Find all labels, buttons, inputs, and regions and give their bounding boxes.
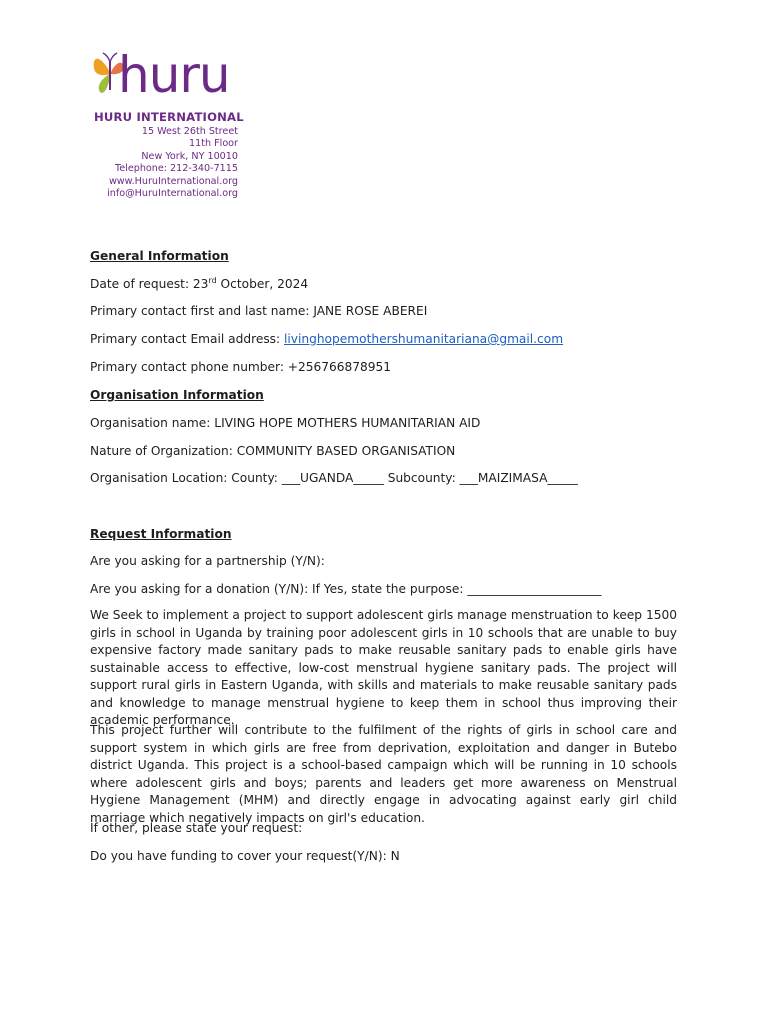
donation-question: Are you asking for a donation (Y/N): If Yes, state the purpose: ______________________ [90,582,602,596]
project-paragraph-2: This project further will contribute to the fulfilment of the rights of girls in school care and support system in which girls are free from deprivation, exploitation and danger in Butebo district Uganda. This project is a school-based campaign which will be running in 10 schools where adolescent girls and boys; parents and leaders get more awareness on Menstrual Hygiene Management (MHM) and directly engage in advocating against early girl child marriage which negatively impacts on girl's education. [90,723,677,825]
request-info-heading: Request Information [90,527,232,541]
organisation-nature: Nature of Organization: COMMUNITY BASED ORGANISATION [90,444,456,458]
partnership-question: Are you asking for a partnership (Y/N): [90,554,325,568]
logo-org-name: HURU INTERNATIONAL [94,110,244,124]
contact-name: Primary contact first and last name: JANE ROSE ABEREI [90,304,428,318]
address-website: www.HuruInternational.org [108,175,238,187]
project-paragraph-1: We Seek to implement a project to support adolescent girls manage menstruation to keep 1500 girls in school in Uganda by training poor adolescent girls in 10 schools that are unable to buy expensive factory made sanitary pads to make reusable sanitary pads to enable girls have sustainable access to effective, low-cost menstrual hygiene sanitary pads. The project will support rural girls in Eastern Uganda, with skills and materials to make reusable sanitary pads and knowledge to manage menstrual hygiene to keep them in school thus improving their academic performance. [90,608,677,727]
logo-address [90,126,238,200]
logo-wordmark: huru [118,46,230,104]
contact-phone: Primary contact phone number: +256766878951 [90,360,392,374]
contact-email [90,331,563,347]
address-email: info@HuruInternational.org [107,188,238,200]
huru-logo [90,44,244,206]
date-label: Date of request: 23 [90,277,209,291]
email-label: Primary contact Email address: [90,332,284,346]
organisation-info-heading: Organisation Information [90,388,264,402]
address-phone: Telephone: 212-340-7115 [115,163,238,175]
address-line: New York, NY 10010 [141,150,238,162]
email-link[interactable]: livinghopemothershumanitariana@gmail.com [284,332,564,346]
organisation-name: Organisation name: LIVING HOPE MOTHERS HUMANITARIAN AID [90,416,481,430]
general-info-heading: General Information [90,249,229,263]
organisation-location: Organisation Location: County: ___UGANDA_____ Subcounty: ___MAIZIMASA_____ [90,471,578,485]
other-request-question: If other, please state your request: [90,821,303,835]
address-line: 11th Floor [189,138,238,150]
date-of-request [90,276,308,292]
funding-question: Do you have funding to cover your request(Y/N): N [90,849,400,863]
date-suffix: rd [208,275,217,285]
address-line: 15 West 26th Street [141,126,238,137]
date-rest: October, 2024 [216,277,309,291]
